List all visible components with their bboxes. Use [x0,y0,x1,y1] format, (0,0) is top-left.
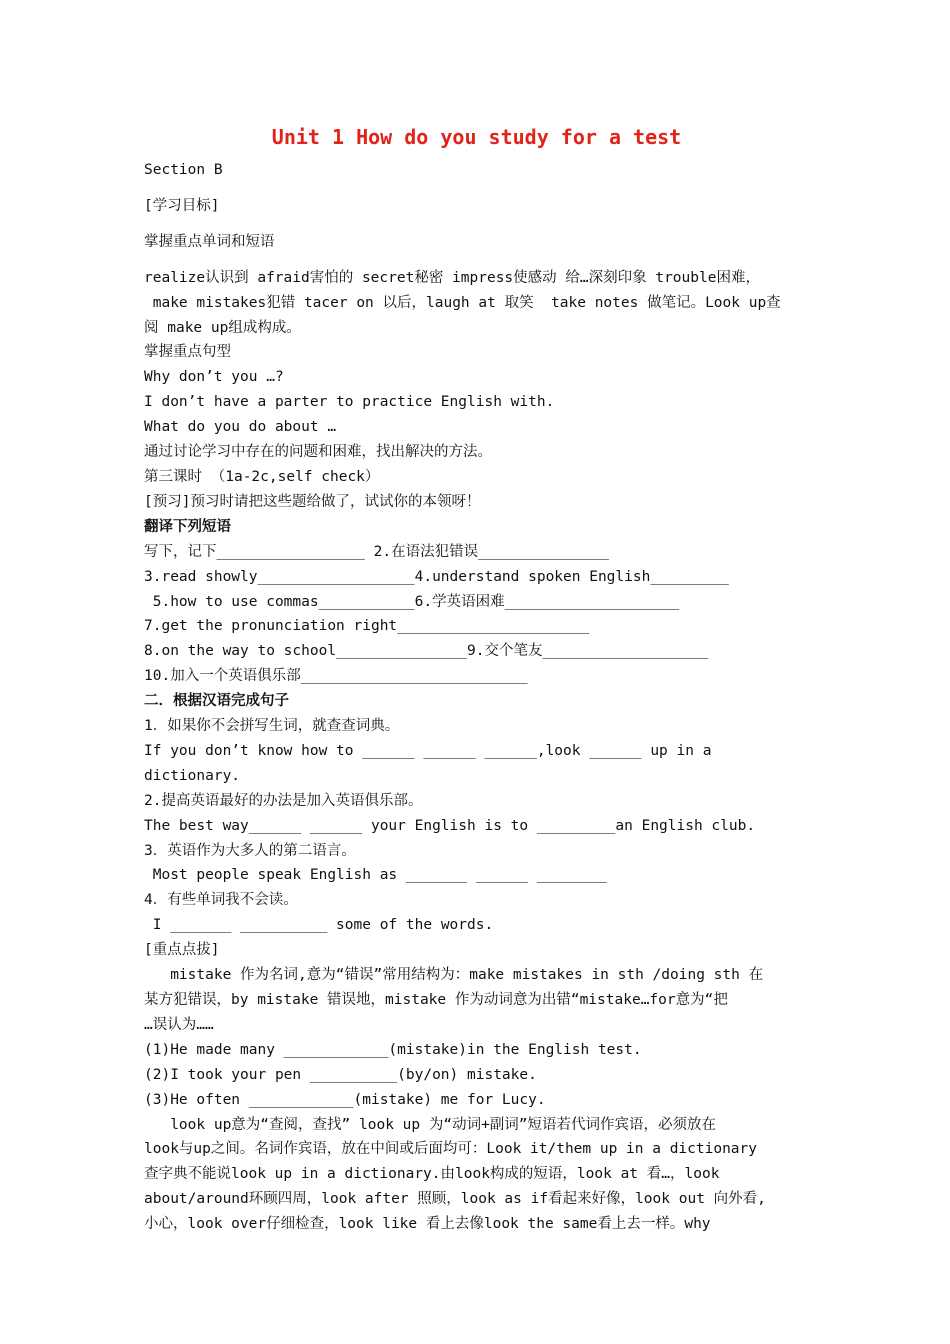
text-line: 第三课时 （1a-2c,self check） [144,468,380,485]
text-line: 5.how to use commas___________6.学英语困难____________________ [144,593,680,610]
text-line: 写下，记下_________________ 2.在语法犯错误_______________ [144,543,610,560]
text-line: The best way______ ______ your English is to _________an English club. [144,817,756,834]
text-line: (2)I took your pen __________(by/on) mistake. [144,1066,537,1083]
text-line: 掌握重点单词和短语 [144,233,275,250]
text-line: Most people speak English as _______ ______ ________ [144,867,607,884]
document-body [144,158,809,1237]
section-heading: 翻译下列短语 [144,518,231,535]
text-line: 3．英语作为大多人的第二语言。 [144,842,356,859]
text-line: 8.on the way to school_______________9.交个笔友___________________ [144,643,709,660]
text-line: I _______ __________ some of the words. [144,917,494,934]
paragraph-gap [144,255,809,266]
text-line: 7.get the pronunciation right______________________ [144,618,590,635]
document-page [144,122,809,1237]
section-heading: 二．根据汉语完成句子 [144,693,289,710]
text-line: [重点点拔] [144,942,220,959]
paragraph-gap [144,183,809,194]
text-line: 阅 make up组成构成。 [144,319,301,336]
text-line: [预习]预习时请把这些题给做了，试试你的本领呀！ [144,493,481,510]
text-line: realize认识到 afraid害怕的 secret秘密 impress使感动 给…深刻印象 trouble困难， [144,269,760,286]
text-line: 查字典不能说look up in a dictionary.由look构成的短语，look at 看…，look [144,1166,720,1183]
text-line: 1．如果你不会拼写生词，就查查词典。 [144,718,400,735]
text-line: If you don’t know how to ______ ______ ______,look ______ up in a dictionary. [144,742,721,784]
text-line: [学习目标] [144,197,220,214]
text-line: 掌握重点句型 [144,344,231,361]
text-line: mistake 作为名词,意为“错误”常用结构为：make mistakes in sth /doing sth 在 [144,967,764,984]
text-line: 某方犯错误，by mistake 错误地，mistake 作为动词意为出错“mistake…for意为“把 [144,992,728,1008]
text-line: (1)He made many ____________(mistake)in the English test. [144,1041,642,1058]
text-line: look up意为“查阅，查找” look up 为“动词+副词”短语若代词作宾语，必须放在 [144,1116,717,1133]
text-line: 2.提高英语最好的办法是加入英语俱乐部。 [144,792,423,809]
text-line: make mistakes犯错 tacer on 以后，laugh at 取笑 take notes 做笔记。Look up查 [144,294,781,311]
text-line: look与up之间。名词作宾语，放在中间或后面均可：Look it/them up in a dictionary [144,1141,757,1158]
text-line: Why don’t you …? [144,369,284,386]
text-line: I don’t have a parter to practice English with. [144,394,555,411]
page-title: Unit 1 How do you study for a test [271,125,682,149]
text-line: What do you do about … [144,419,337,436]
text-line: 小心，look over仔细检查，look like 看上去像look the same看上去一样。why [144,1216,711,1233]
text-line: Section B [144,162,223,178]
text-line: 4．有些单词我不会读。 [144,892,298,909]
text-line: …误认为…… [144,1016,214,1033]
text-line: 10.加入一个英语俱乐部__________________________ [144,668,528,685]
text-line: 通过讨论学习中存在的问题和困难，找出解决的方法。 [144,444,492,461]
text-line: (3)He often ____________(mistake) me for Lucy. [144,1091,546,1108]
text-line: 3.read showly__________________4.understand spoken English_________ [144,568,729,585]
paragraph-gap [144,219,809,230]
text-line: about/around环顾四周，look after 照顾，look as if看起来好像，look out 向外看, [144,1191,766,1208]
